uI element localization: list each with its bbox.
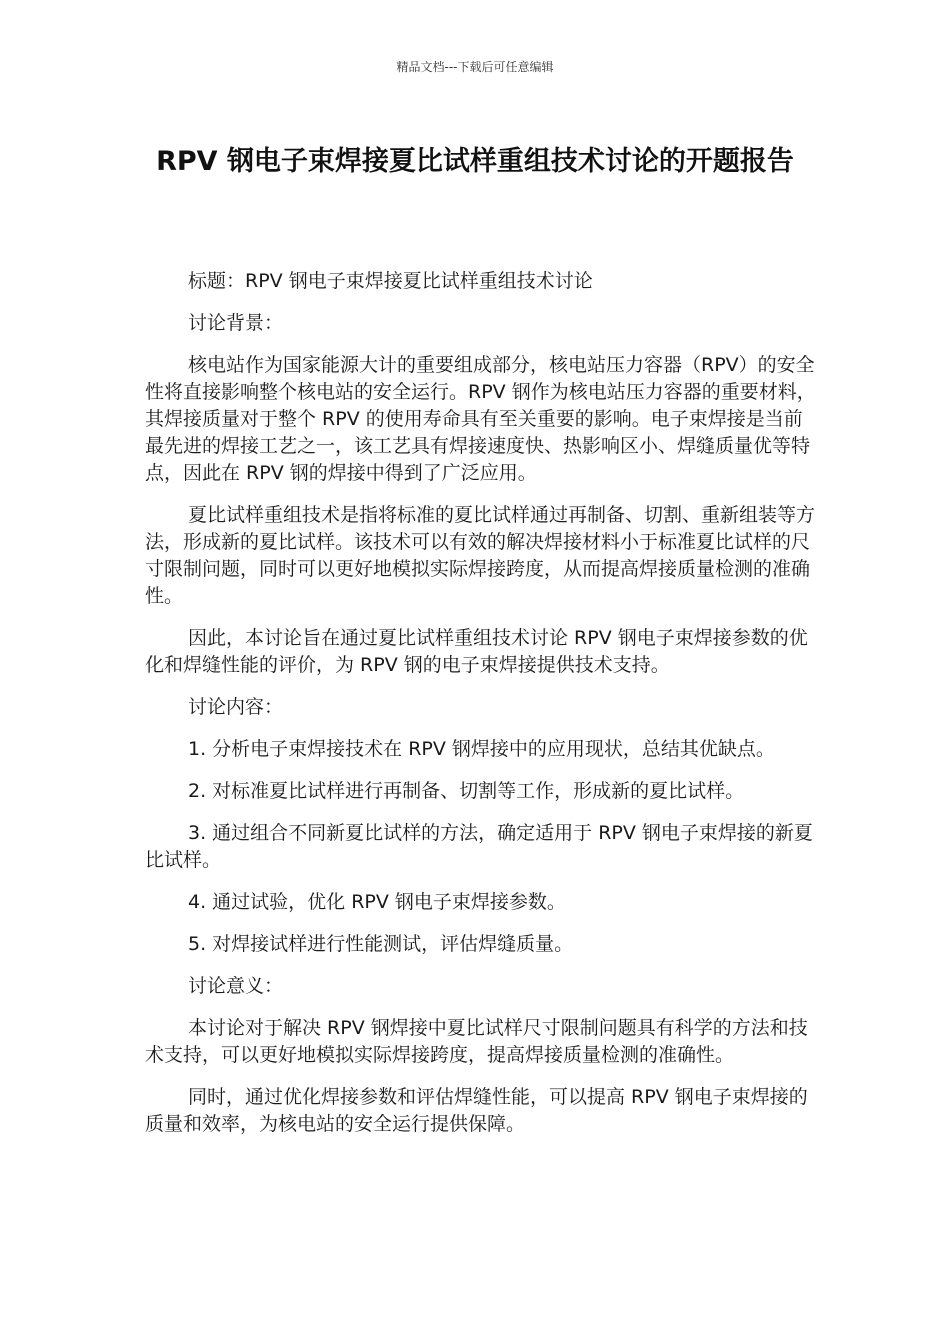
document-body	[145, 268, 817, 1153]
section-heading-significance: 讨论意义：	[188, 975, 284, 997]
list-item-3: 3. 通过组合不同新夏比试样的方法，确定适用于 RPV 钢电子束焊接的新夏比试样。	[145, 822, 813, 871]
list-item-5: 5. 对焊接试样进行性能测试，评估焊缝质量。	[188, 933, 574, 955]
paragraph-background-1: 核电站作为国家能源大计的重要组成部分，核电站压力容器（RPV）的安全性将直接影响整个核电站的安全运行。RPV 钢作为核电站压力容器的重要材料，其焊接质量对于整个 RPV 的使用寿命具有至关重要的影响。电子束焊接是当前最先进的焊接工艺之一，该工艺具有焊接速度快、热影响区小、焊缝质量优等特点，因此在 RPV 钢的焊接中得到了广泛应用。	[145, 354, 816, 484]
list-item-1: 1. 分析电子束焊接技术在 RPV 钢焊接中的应用现状，总结其优缺点。	[188, 738, 775, 760]
section-heading-content: 讨论内容：	[188, 696, 284, 718]
list-item-2: 2. 对标准夏比试样进行再制备、切割等工作，形成新的夏比试样。	[188, 780, 745, 802]
paragraph-significance-1: 本讨论对于解决 RPV 钢焊接中夏比试样尺寸限制问题具有科学的方法和技术支持，可以更好地模拟实际焊接跨度，提高焊接质量检测的准确性。	[145, 1017, 808, 1066]
header-note: 精品文档---下载后可任意编辑	[396, 60, 554, 74]
document-title: RPV 钢电子束焊接夏比试样重组技术讨论的开题报告	[156, 146, 794, 177]
paragraph-significance-2: 同时，通过优化焊接参数和评估焊缝性能，可以提高 RPV 钢电子束焊接的质量和效率，为核电站的安全运行提供保障。	[145, 1086, 808, 1135]
paragraph-subject: 标题：RPV 钢电子束焊接夏比试样重组技术讨论	[188, 270, 593, 292]
list-item-4: 4. 通过试验，优化 RPV 钢电子束焊接参数。	[188, 891, 566, 913]
paragraph-background-3: 因此，本讨论旨在通过夏比试样重组技术讨论 RPV 钢电子束焊接参数的优化和焊缝性能的评价，为 RPV 钢的电子束焊接提供技术支持。	[145, 627, 808, 676]
paragraph-background-2: 夏比试样重组技术是指将标准的夏比试样通过再制备、切割、重新组装等方法，形成新的夏比试样。该技术可以有效的解决焊接材料小于标准夏比试样的尺寸限制问题，同时可以更好地模拟实际焊接跨度，从而提高焊接质量检测的准确性。	[145, 504, 816, 607]
section-heading-background: 讨论背景：	[188, 312, 284, 334]
